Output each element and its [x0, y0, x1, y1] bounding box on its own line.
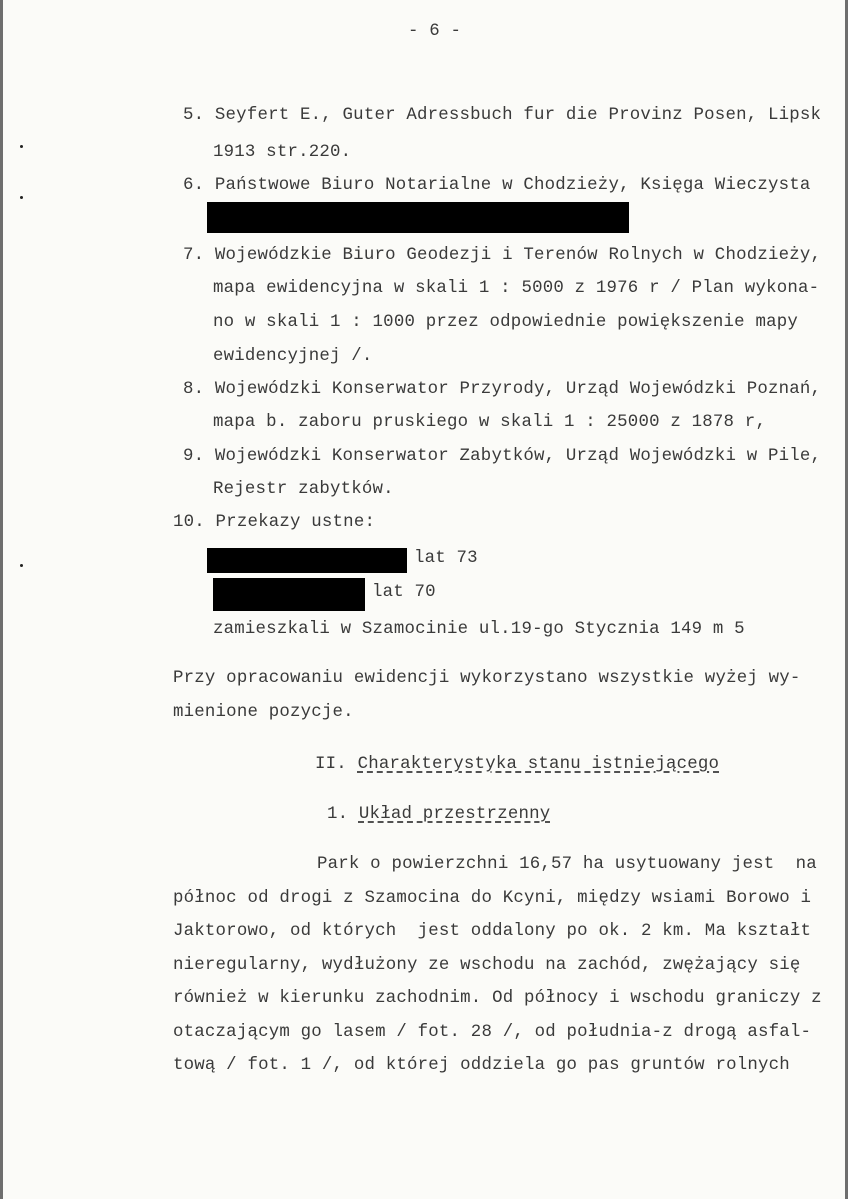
redaction-block	[207, 548, 407, 573]
subsection-title: Układ przestrzenny	[358, 805, 551, 824]
source-8-line-2: mapa b. zaboru pruskiego w skali 1 : 25000 z 1878 r,	[213, 413, 767, 432]
source-6-line-1: 6. Państwowe Biuro Notarialne w Chodzieży, Księga Wieczysta	[183, 176, 811, 195]
paragraph-line-7: tową / fot. 1 /, od której oddziela go pas gruntów rolnych	[173, 1056, 790, 1075]
redaction-block	[207, 202, 629, 233]
oral-source-age-2: lat 70	[372, 583, 436, 602]
summary-line-1: Przy opracowaniu ewidencji wykorzystano wszystkie wyżej wy-	[173, 669, 801, 688]
source-10-line-1: 10. Przekazy ustne:	[173, 513, 376, 532]
margin-mark	[20, 564, 23, 567]
margin-mark	[20, 196, 23, 199]
oral-source-address: zamieszkali w Szamocinie ul.19-go Stycznia 149 m 5	[213, 620, 745, 639]
source-9-line-2: Rejestr zabytków.	[213, 480, 394, 499]
source-5-line-1: 5. Seyfert E., Guter Adressbuch fur die Provinz Posen, Lipsk	[183, 106, 822, 125]
paragraph-line-6: otaczającym go lasem / fot. 28 /, od południa-z drogą asfal-	[173, 1023, 812, 1042]
summary-line-2: mienione pozycje.	[173, 703, 354, 722]
document-page	[3, 0, 845, 1199]
source-8-line-1: 8. Wojewódzki Konserwator Przyrody, Urząd Wojewódzki Poznań,	[183, 380, 822, 399]
paragraph-line-3: Jaktorowo, od których jest oddalony po ok. 2 km. Ma kształt	[173, 922, 812, 941]
margin-mark	[20, 145, 23, 148]
source-7-line-3: no w skali 1 : 1000 przez odpowiednie powiększenie mapy	[213, 313, 798, 332]
section-title: Charakterystyka stanu istniejącego	[357, 755, 720, 774]
oral-source-age-1: lat 73	[414, 549, 478, 568]
redaction-block	[213, 578, 365, 611]
source-7-line-2: mapa ewidencyjna w skali 1 : 5000 z 1976 r / Plan wykona-	[213, 279, 820, 298]
subsection-number: 1.	[327, 805, 349, 824]
paragraph-line-4: nieregularny, wydłużony ze wschodu na zachód, zwężający się	[173, 956, 801, 975]
source-5-line-2: 1913 str.220.	[213, 143, 352, 162]
source-7-line-4: ewidencyjnej /.	[213, 347, 373, 366]
section-heading	[315, 755, 719, 774]
source-9-line-1: 9. Wojewódzki Konserwator Zabytków, Urząd Wojewódzki w Pile,	[183, 447, 822, 466]
paragraph-line-2: północ od drogi z Szamocina do Kcyni, między wsiami Borowo i	[173, 889, 812, 908]
source-7-line-1: 7. Wojewódzkie Biuro Geodezji i Terenów Rolnych w Chodzieży,	[183, 246, 822, 265]
section-number: II.	[315, 755, 347, 774]
page-number: - 6 -	[408, 22, 462, 41]
paragraph-line-5: również w kierunku zachodnim. Od północy i wschodu graniczy z	[173, 989, 822, 1008]
subsection-heading	[327, 805, 550, 824]
paragraph-line-1: Park o powierzchni 16,57 ha usytuowany jest na	[317, 855, 817, 874]
